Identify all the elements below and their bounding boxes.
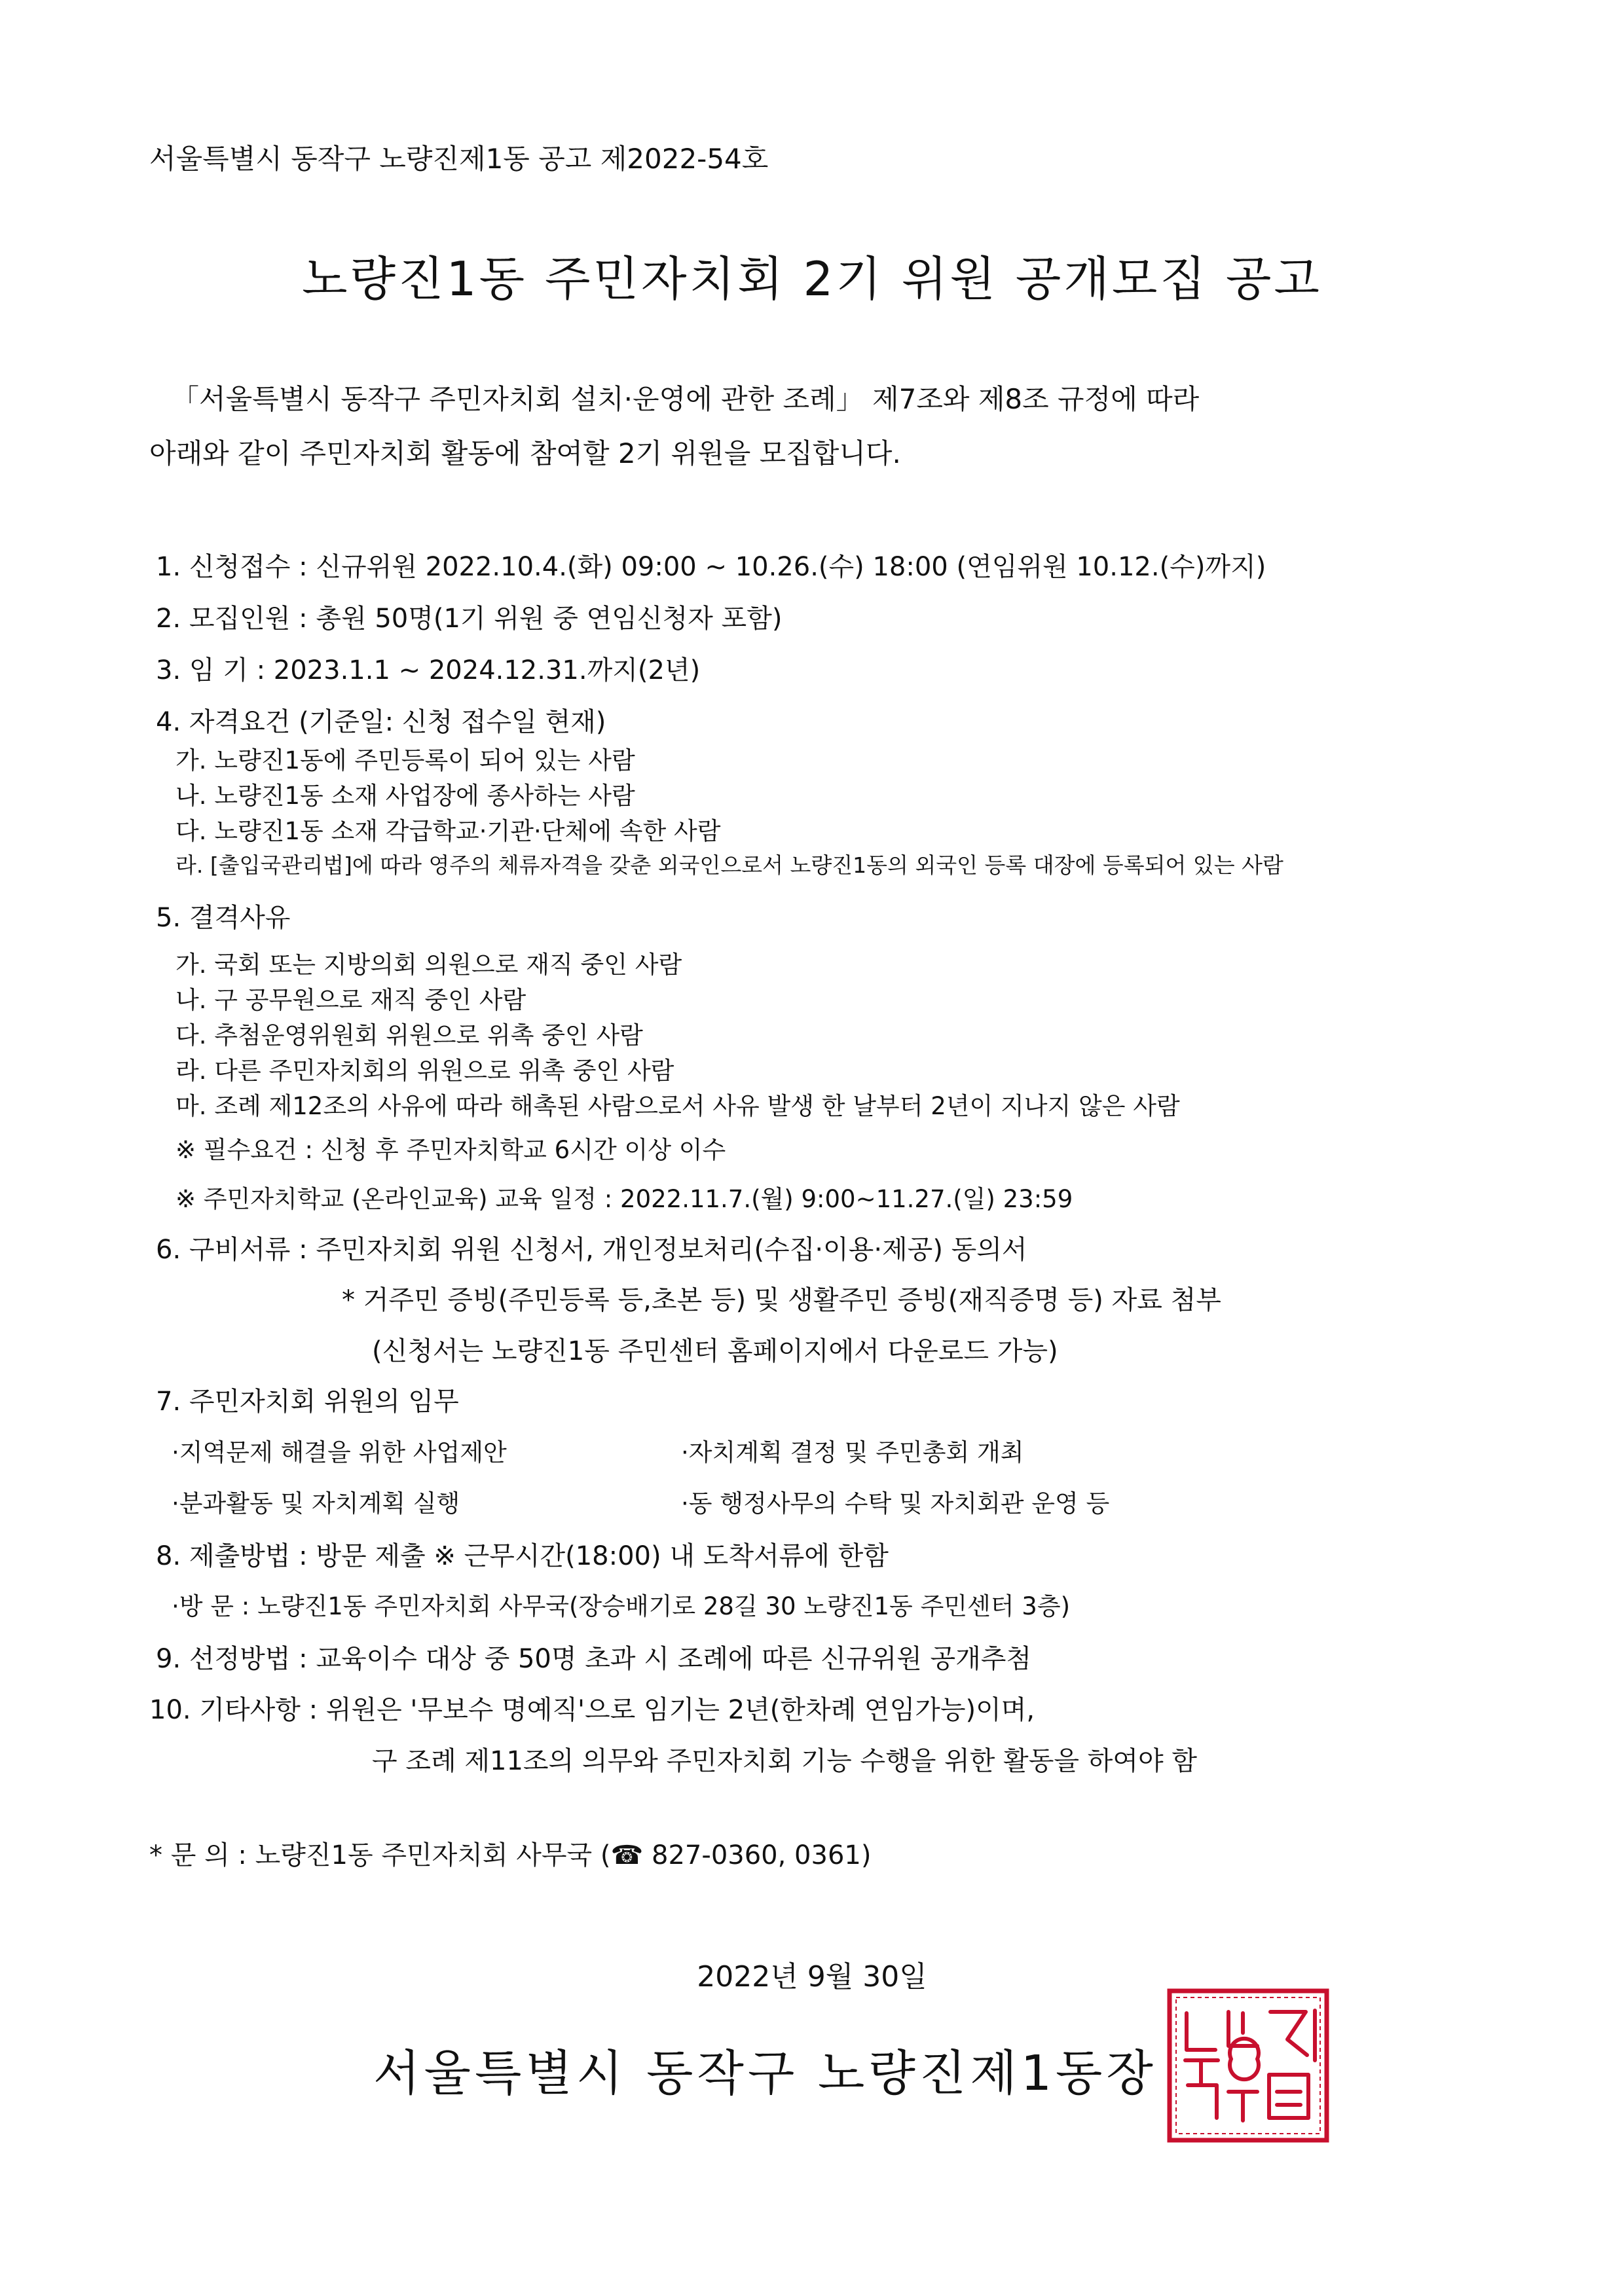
disqualification-item: 다. 추첨운영위원회 위원으로 위촉 중인 사람 <box>175 1021 643 1049</box>
eligibility-item: 라. [출입국관리법]에 따라 영주의 체류자격을 갖춘 외국인으로서 노량진1동의 외국인 등록 대장에 등록되어 있는 사람 <box>175 852 1283 878</box>
item-other: 10. 기타사항 : 위원은 '무보수 명예직'으로 임기는 2년(한차례 연임가능)이며, <box>149 1695 1035 1725</box>
training-schedule-note: ※ 주민자치학교 (온라인교육) 교육 일정 : 2022.11.7.(월) 9:00~11.27.(일) 23:59 <box>175 1185 1073 1213</box>
disqualification-item: 가. 국회 또는 지방의회 의원으로 재직 중인 사람 <box>175 951 682 979</box>
notice-date: 2022년 9월 30일 <box>697 1960 927 1994</box>
item-application-period: 1. 신청접수 : 신규위원 2022.10.4.(화) 09:00 ~ 10.26.(수) 18:00 (연임위원 10.12.(수)까지) <box>156 552 1266 582</box>
intro-line-1: 「서울특별시 동작구 주민자치회 설치·운영에 관한 조례」 제7조와 제8조 규정에 따라 <box>172 383 1200 415</box>
issuer-signature: 서울특별시 동작구 노량진제1동장 <box>373 2045 1157 2102</box>
requirement-note: ※ 필수요건 : 신청 후 주민자치학교 6시간 이상 이수 <box>175 1136 726 1164</box>
duty-item: ·자치계획 결정 및 주민총회 개최 <box>681 1438 1024 1467</box>
page-title: 노량진1동 주민자치회 2기 위원 공개모집 공고 <box>302 251 1322 306</box>
eligibility-item: 가. 노량진1동에 주민등록이 되어 있는 사람 <box>175 746 635 774</box>
official-seal-icon <box>1166 1987 1331 2144</box>
item-recruit-count: 2. 모집인원 : 총원 50명(1기 위원 중 연임신청자 포함) <box>156 604 783 634</box>
submission-location: ·방 문 : 노량진1동 주민자치회 사무국(장승배기로 28길 30 노량진1동 주민센터 3층) <box>172 1592 1071 1620</box>
duty-item: ·동 행정사무의 수탁 및 자치회관 운영 등 <box>681 1489 1110 1518</box>
eligibility-item: 다. 노량진1동 소재 각급학교·기관·단체에 속한 사람 <box>175 817 721 845</box>
documents-attachment-note: * 거주민 증빙(주민등록 등,초본 등) 및 생활주민 증빙(재직증명 등) 자료 첨부 <box>342 1285 1221 1315</box>
eligibility-item: 나. 노량진1동 소재 사업장에 종사하는 사람 <box>175 782 635 810</box>
item-selection: 9. 선정방법 : 교육이수 대상 중 50명 초과 시 조례에 따른 신규위원 공개추첨 <box>156 1644 1032 1674</box>
item-documents: 6. 구비서류 : 주민자치회 위원 신청서, 개인정보처리(수집·이용·제공) 동의서 <box>156 1235 1027 1265</box>
disqualification-item: 나. 구 공무원으로 재직 중인 사람 <box>175 986 526 1014</box>
documents-download-note: (신청서는 노량진1동 주민센터 홈페이지에서 다운로드 가능) <box>372 1336 1058 1366</box>
disqualification-item: 라. 다른 주민자치회의 위원으로 위촉 중인 사람 <box>175 1057 674 1085</box>
item-term: 3. 임 기 : 2023.1.1 ~ 2024.12.31.까지(2년) <box>156 655 701 685</box>
intro-line-2: 아래와 같이 주민자치회 활동에 참여할 2기 위원을 모집합니다. <box>149 437 901 469</box>
item-submission: 8. 제출방법 : 방문 제출 ※ 근무시간(18:00) 내 도착서류에 한함 <box>156 1541 889 1571</box>
notice-number: 서울특별시 동작구 노량진제1동 공고 제2022-54호 <box>149 143 769 175</box>
item-duties: 7. 주민자치회 위원의 임무 <box>156 1387 459 1417</box>
disqualification-item: 마. 조례 제12조의 사유에 따라 해촉된 사람으로서 사유 발생 한 날부터 2년이 지나지 않은 사람 <box>175 1092 1180 1120</box>
item-eligibility: 4. 자격요건 (기준일: 신청 접수일 현재) <box>156 707 606 737</box>
duty-item: ·지역문제 해결을 위한 사업제안 <box>172 1438 507 1467</box>
contact-info: * 문 의 : 노량진1동 주민자치회 사무국 (☎ 827-0360, 0361) <box>149 1840 872 1870</box>
duty-item: ·분과활동 및 자치계획 실행 <box>172 1489 460 1518</box>
item-disqualification: 5. 결격사유 <box>156 903 291 933</box>
other-continued: 구 조례 제11조의 의무와 주민자치회 기능 수행을 위한 활동을 하여야 함 <box>372 1746 1197 1776</box>
